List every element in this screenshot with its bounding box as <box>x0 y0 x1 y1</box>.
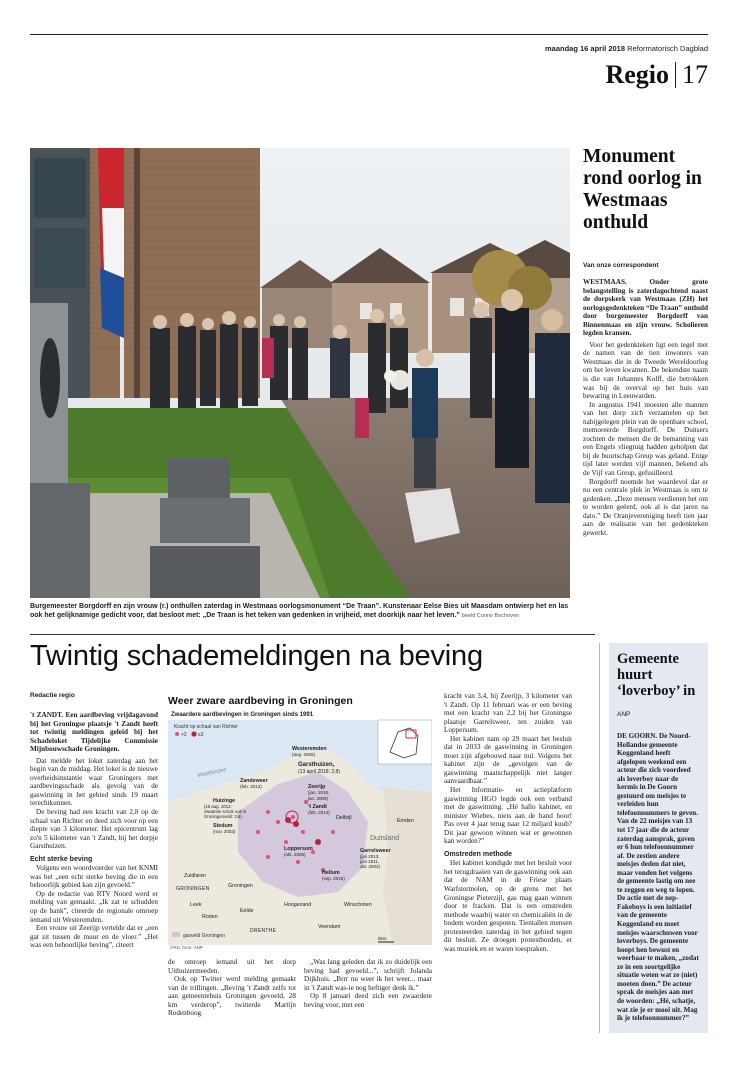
article2-paragraph: Het kabinet kondigde met het besluit voor het terugdraaien van de gaswinning ook aan dat de NAM in de Friese plaats Warfstermolen, op de grens met het Groningse Pieterzijl, gas mag gaan winnen door te fracken. Dat is een omstreden methode waarbij water en chemicaliën in de bodem worden gespoten. Tientallen mensen protesteerden zaterdag in het gebied tegen dit besluit. Ze droegen protestborden, er was muziek en er waren toespraken. <box>444 859 572 953</box>
earthquake-map-graphic <box>168 692 432 952</box>
map-germany <box>383 787 432 945</box>
date-line <box>545 44 708 53</box>
article2-lead: 't ZANDT. Een aardbeving vrijdagavond bij het Groningse plaatsje 't Zandt heeft tot twintig meldingen geleid bij het Schadeloket Tijdelijke Commissie Mijnbouwschade Groningen. <box>30 711 158 754</box>
place-roden: Roden <box>202 914 218 920</box>
article2-paragraph: Dat meldde het loket zaterdag aan het begin van de middag. Het loket is de nieuwe overheidsinstantie waar Groningers met aardbevingsschade als gevolg van de gaswinning in het gebied sinds 19 maart terechtkunnen. <box>30 756 158 808</box>
place-loppersum-date: (okt. 2006) <box>284 852 306 857</box>
legend-dot-small <box>175 732 179 736</box>
place-garsthuizen-date: (13 april 2018: 2,8) <box>298 769 340 775</box>
scale-label: 5km <box>378 936 387 941</box>
photo-illustration <box>30 148 570 598</box>
article2-byline: Redactie regio <box>30 692 75 699</box>
place-westeremden: Westeremden <box>292 746 327 752</box>
sidebar-rule <box>599 643 600 1033</box>
article2-paragraph: Op 8 januari deed zich een zwaardere beving voor, met een <box>304 992 432 1009</box>
place-stedum-date: (nov. 2003) <box>213 829 236 834</box>
article2-column-4 <box>444 692 572 953</box>
place-groningen: Groningen <box>228 883 253 889</box>
quake-dot <box>301 830 305 834</box>
place-leek: Leek <box>190 902 202 908</box>
article2-paragraph: Volgens een woordvoerder van het KNMI was het „een echt sterke beving die in een behoorlijk gebied kan zijn gevoeld.” <box>30 864 158 890</box>
place-hellum-date: (sep. 2015) <box>322 876 345 881</box>
place-veendam: Veendam <box>318 924 341 930</box>
place-zeerijp-date2: jan. 2009) <box>308 796 329 801</box>
article2-paragraph: Het Informatie- en actieplatform gaswinning HGO legde ook een verband met de gaswinning. „Hé hallo kabinet, en minister Wiebes, niets aan de hand hoor! Pas over 4 jaar terug naar 12 miljard kuub? Dit jaar gewoon winnen wat er gewonnen kan worden?” <box>444 786 572 846</box>
quake-dot <box>315 839 321 845</box>
place-garsthuizen: Garsthuizen, <box>298 762 335 768</box>
section-separator <box>675 62 676 88</box>
article1-paragraph: Borgdorff noemde het waardevol dat er nu een centrale plek in Westmaas is om te gedenken. „Deze mensen verdienen het om te worden geëerd, ook al is dat jaren na dato.” De Oranjevereniging heeft tien jaar aan de realisatie van het gedenkteken gewerkt. <box>583 477 708 537</box>
province-groningen: GRONINGEN <box>176 886 210 892</box>
article1-headline: Monument rond oorlog in Westmaas onthuld <box>583 146 702 233</box>
map-subtitle: Zwaardere aardbevingen in Groningen sinds 1991 <box>171 712 314 718</box>
article2-paragraph: kracht van 3,4, bij Zeerijp, 3 kilometer van 't Zandt. Op 11 februari was er een beving met een kracht van 2,2 bij het Groningse plaatsje Garrelsweer, ten zuiden van Loppersum. <box>444 692 572 735</box>
place-zandeweer: Zandeweer <box>240 778 268 784</box>
place-hoogezand: Hoogezand <box>284 902 312 908</box>
country-label: Duitsland <box>370 835 400 842</box>
article2-paragraph: de omroep iemand uit het dorp Uithuizermeeden. <box>168 958 296 975</box>
place-zeerijp: Zeerijp <box>308 784 326 790</box>
place-emden: Emden <box>397 818 414 824</box>
place-eelde: Eelde <box>240 908 254 914</box>
article2-headline: Twintig schademeldingen na beving <box>30 640 483 672</box>
photo-caption <box>30 602 570 621</box>
article1-paragraph: In augustus 1941 moesten alle mannen van het dorp zich verzamelen op het nabijgelegen plein van de openbare school, memoreerde Borgdorff. De Duitsers zochten de mensen die de bemanning van een Engels vliegtuig hadden geholpen dat bij de buurtschap Greup was geland. Enige tijd later werden vijf mannen, bekend als de Vijf van Greup, gefusilleerd. <box>583 400 708 478</box>
quake-dot <box>284 840 288 844</box>
earthquake-map <box>168 692 432 952</box>
place-tzandt: 't Zandt <box>308 804 327 810</box>
article1-byline: Van onze correspondent <box>583 262 659 269</box>
quake-dot <box>266 810 270 814</box>
header-rule <box>30 34 708 35</box>
legend-gasfield-swatch <box>172 932 180 937</box>
place-tzandt-date: (feb. 2014) <box>308 810 330 815</box>
sidebar-body <box>609 732 708 1023</box>
place-huizinge-date3: Groningenveld: 3,6) <box>204 814 242 819</box>
page-number: 17 <box>682 60 708 89</box>
article1-lead: WESTMAAS. Onder grote belangstelling is zaterdagochtend naast de dorpskerk van Westmaas (ZH) het oorlogsgedenkteken “De Traan” onthuld door burgemeester Borgdorff van Binnenmaas en zijn vrouw. Scholieren legden kransen. <box>583 278 708 338</box>
article1-body <box>583 278 708 537</box>
quake-dot <box>291 815 295 819</box>
article2-column-2 <box>168 958 296 1018</box>
article2-subheading: Echt sterke beving <box>30 855 93 863</box>
article2-paragraph: Op de redactie van RTV Noord werd er melding van gemaakt. „Ik zat te schudden op de bank”, citeerde de regionale omroep iemand uit Westeremden. <box>30 889 158 924</box>
province-drenthe: DRENTHE <box>250 928 277 934</box>
quake-dot <box>296 860 300 864</box>
article2-column-3 <box>304 958 432 1009</box>
sidebar-headline: Gemeente huurt ‘loverboy’ in <box>617 651 696 699</box>
place-hellum: Hellum <box>322 870 340 876</box>
photo-credit: beeld Conno Bochoven <box>461 613 519 619</box>
paper-name: Reformatorisch Dagblad <box>627 44 708 53</box>
article2-paragraph: Het kabinet nam op 29 maart het besluit dat in 2033 de gaswinning in Groningen moet zijn afgebouwd naar nul. Volgens het kabinet zijn de „gevolgen van de gaswinning maatschappelijk niet langer aanvaardbaar.” <box>444 734 572 786</box>
place-huizinge-date: (16 aug. 2012: <box>204 804 232 809</box>
place-stedum: Stedum <box>213 823 233 829</box>
monument-photo <box>30 148 570 598</box>
caption-text: Burgemeester Borgdorff en zijn vrouw (r.) onthullen zaterdag in Westmaas oorlogsmonument “De Traan”. Kunstenaar Eelse Bies uit Maasdam ontwierp het en las ook het gelijknamige gedicht voor, dat besloot met: „De Traan is het teken van gedenken in vrijheid, met doorkijk naar het leven.” <box>30 603 569 619</box>
place-zandeweer-date: (feb. 2013) <box>240 784 262 789</box>
article2-paragraph: Een vrouw uit Zeerijp vertelde dat er „een gat zit tussen de muur en de vloer.” „Het was een behoorlijke beving”, citeert <box>30 924 158 950</box>
article2-subheading: Omstreden methode <box>444 850 513 858</box>
section-heading <box>605 60 708 90</box>
map-title: Weer zware aardbeving in Groningen <box>168 695 353 707</box>
place-zuidlaren: Zuidlaren <box>184 873 207 879</box>
article2-paragraph: Ook op Twitter werd melding gemaakt van de trillingen. „Beving 't Zandt zelfs tot aan gemeentehuis Groningen gevoeld, 28 km verderop”, twitterde Martijn Rodenboog. <box>168 975 296 1018</box>
legend-scale-label: Kracht op schaal van Richter <box>174 724 238 730</box>
article2-paragraph: „Was lang geleden dat ik zo duidelijk een beving had gevoeld...”, schrijft Jolanda Dijkhuis. „Brrr nu weet ik het weer... maar in 't Zandt was-ie nog heftiger denk ik.” <box>304 958 432 992</box>
place-zeerijp-date: (jan. 2018, <box>308 790 330 795</box>
sea-label: Waddenzee <box>197 767 228 779</box>
place-westeremden-date: (aug. 2006) <box>292 752 316 757</box>
quake-dot <box>331 830 335 834</box>
article2-paragraph: De beving had een kracht van 2,8 op de schaal van Richter en deed zich voor op een diepte van 3 kilometer. Het epicentrum lag zo'n 5 kilometer van 't Zandt, bij het dorpje Garsthuizen. <box>30 808 158 851</box>
place-garrelsweer-date3: okt. 2003) <box>360 864 381 869</box>
place-garrelsweer: Garrelsweer <box>360 848 391 854</box>
legend-gasfield-label: gasveld Groningen <box>183 933 225 939</box>
issue-date: maandag 16 april 2018 <box>544 44 626 53</box>
legend-dot-large <box>191 731 196 736</box>
map-source: ©RD, bron: ANP <box>170 945 203 950</box>
sidebar-text: DE GOORN. De Noord-Hollandse gemeente Koggenland heeft afgelopen weekend een acteur die zich voordeed als loverboy naar de kermis in De Goorn gestuurd om meisjes te verleiden hun telefoonnummers te geven. Van de 22 meisjes van 13 tot 17 jaar die de acteur zaterdag aansprak, gaven er 6 hun telefoonnummer af. De zestien andere meisjes deden dat niet, maar vonden het volgens de gemeente lastig om nee te zeggen en weg te lopen. De actie met de nep-Fakeboys is een initiatief van de gemeente Koggenland en moet meisjes waarschuwen voor loverboys. De gemeente hoopt hen bewust en weerbaar te maken, „zodat ze in een soortgelijke situatie weten wat ze (niet) moeten doen.” De acteur sprak de meisjes aan met de woorden: „Hé, schatje, wat zie je er mooi uit. Mag ik je telefoonnummer?” <box>617 732 699 1023</box>
place-huizinge: Huizinge <box>213 798 236 804</box>
article1-paragraph: Voor het gedenkteken ligt een tegel met de namen van de tien inwoners van Westmaas die in de Tweede Wereldoorlog om het leven kwamen. De bekendste naam is die van Johannes Kolff, die betrokken was bij de overval op het huis van bewaring in Leeuwarden. <box>583 340 708 401</box>
place-huizinge-date2: zwaarste schok ooit in <box>204 809 247 814</box>
quake-dot <box>256 830 260 834</box>
article2-column-1 <box>30 711 158 950</box>
place-winschoten: Winschoten <box>344 902 372 908</box>
place-delfzijl: Delfzijl <box>336 815 352 821</box>
legend-small-label: >2 <box>181 732 187 738</box>
quake-dot <box>266 855 270 859</box>
sidebar-source: ANP <box>617 711 631 718</box>
place-garrelsweer-date: (juli 2013, <box>360 854 380 859</box>
sidebar-box <box>609 643 708 1033</box>
quake-dot <box>276 820 280 824</box>
place-loppersum: Loppersum <box>284 846 313 852</box>
article-divider <box>30 634 595 635</box>
legend-large-label: ≥3 <box>198 732 204 738</box>
section-name: Regio <box>605 60 669 89</box>
place-garrelsweer-date2: juni 2011, <box>360 859 380 864</box>
